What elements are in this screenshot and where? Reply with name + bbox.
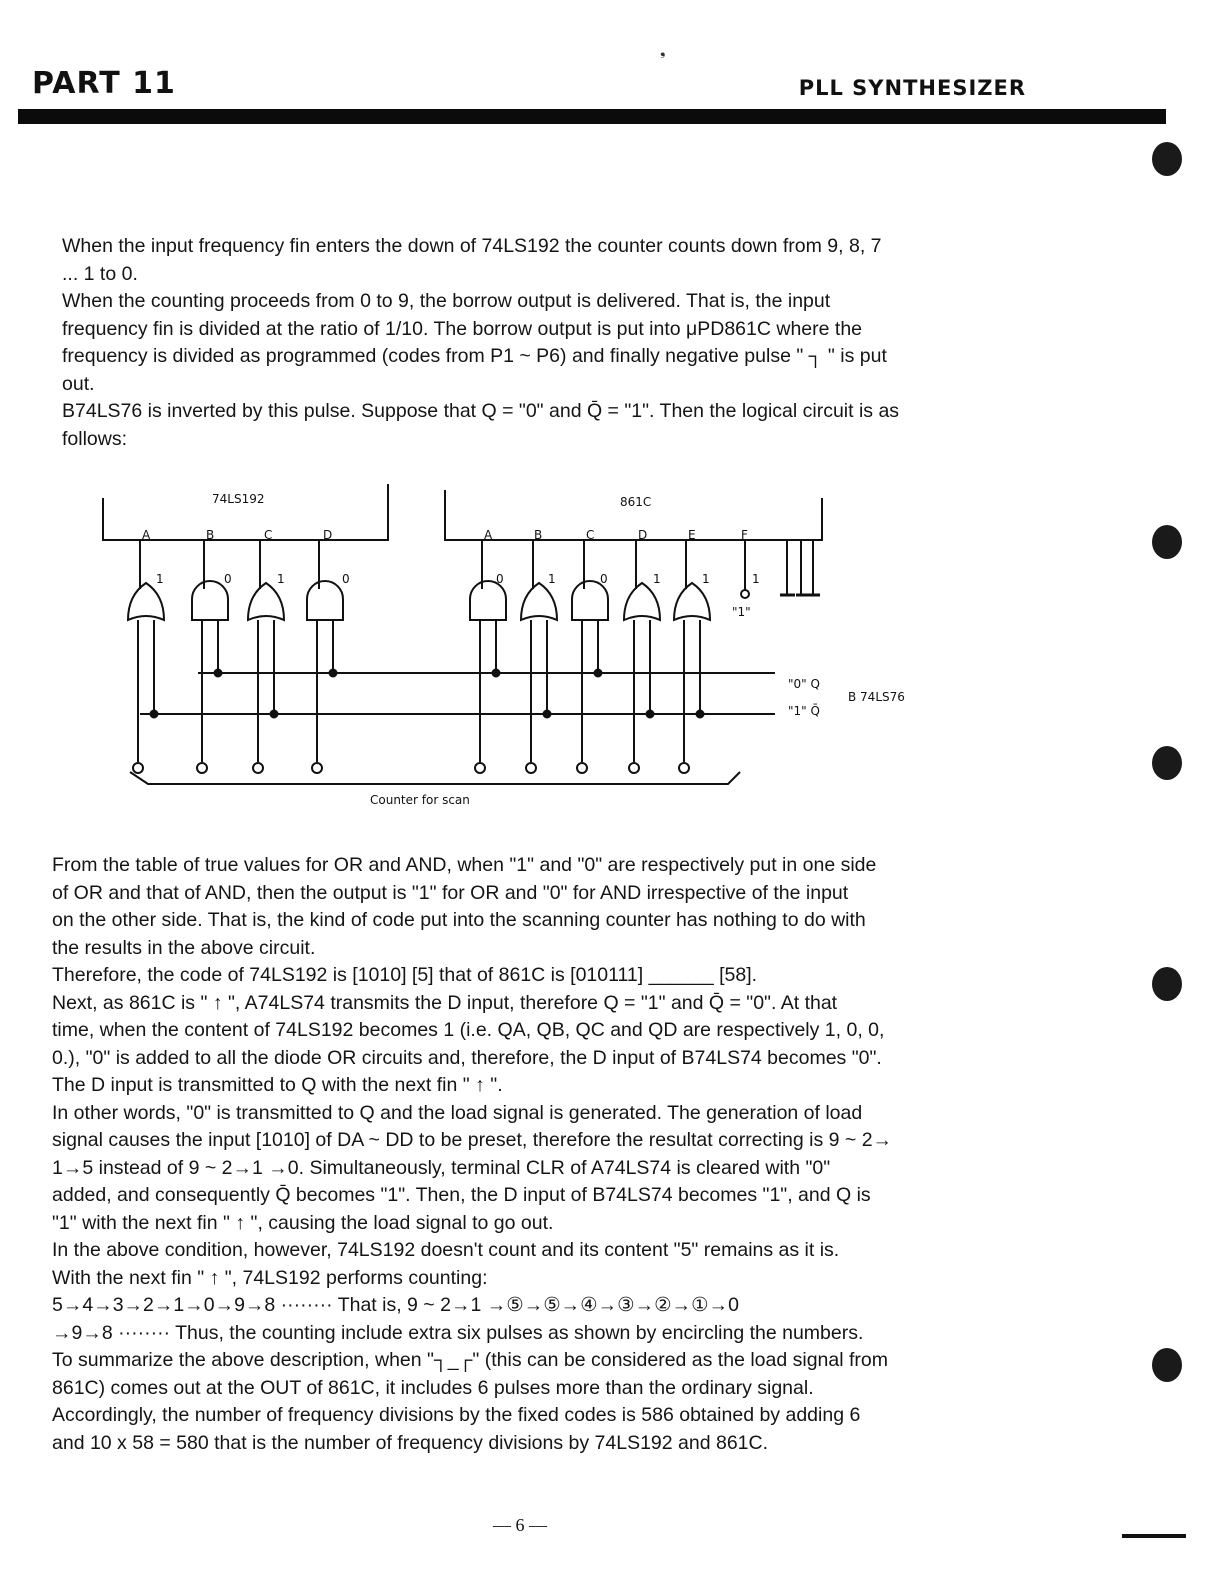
explanation-paragraph <box>52 852 992 1457</box>
scan-counter-bracket <box>130 772 740 784</box>
or-gate <box>128 583 164 620</box>
and-gate <box>307 581 343 620</box>
text-line: →9→8 ········ Thus, the counting include extra six pulses as shown by encircling the numbers. <box>52 1321 864 1344</box>
or-gate <box>624 583 660 620</box>
chip2-pin: D <box>638 528 648 542</box>
junction-dot <box>215 670 222 677</box>
text-line: 1→5 instead of 9 ~ 2→1 →0. Simultaneously, terminal CLR of A74LS74 is cleared with "0" <box>52 1156 831 1179</box>
text-line: 0.), "0" is added to all the diode OR circuits and, therefore, the D input of B74LS74 becomes "0". <box>52 1046 882 1069</box>
chip2-bit: 0 <box>600 572 608 586</box>
text-line: From the table of true values for OR and AND, when "1" and "0" are respectively put in one side <box>52 854 877 876</box>
text-line: When the counting proceeds from 0 to 9, the borrow output is delivered. That is, the input <box>62 290 831 312</box>
page-number: — 6 — <box>493 1515 547 1535</box>
text-line: and 10 x 58 = 580 that is the number of frequency divisions by 74LS192 and 861C. <box>52 1431 769 1454</box>
diagram-caption: Counter for scan <box>370 793 470 807</box>
junction-dot <box>544 711 551 718</box>
part-heading: PART 11 <box>32 66 176 101</box>
text-line: When the input frequency fin enters the down of 74LS192 the counter counts down from 9, 8, 7 <box>62 235 882 257</box>
diode-contact <box>629 763 639 773</box>
qbar-output-label: "1" Q̄ <box>788 704 820 718</box>
chip2-name: 861C <box>620 495 652 509</box>
diode-contact <box>475 763 485 773</box>
junction-dot <box>697 711 704 718</box>
header-rule <box>18 109 1166 124</box>
and-gate <box>572 581 608 620</box>
text-line: 5→4→3→2→1→0→9→8 ········ That is, 9 ~ 2→1 →⑤→⑤→④→③→②→①→0 <box>52 1294 739 1316</box>
text-line: out. <box>62 372 95 395</box>
q-output-label: "0" Q <box>788 677 820 691</box>
chip1-name: 74LS192 <box>212 492 265 506</box>
binder-hole <box>1152 967 1182 1001</box>
diode-contact <box>577 763 587 773</box>
section-title: PLL SYNTHESIZER <box>798 76 1026 100</box>
junction-dot <box>271 711 278 718</box>
pullup-label: "1" <box>732 605 751 619</box>
text-line: added, and consequently Q̄ becomes "1". Then, the D input of B74LS74 becomes "1", and Q is <box>52 1184 871 1206</box>
chip2-bit: 1 <box>752 572 760 586</box>
text-line: frequency fin is divided at the ratio of 1/10. The borrow output is put into μPD861C where the <box>62 317 863 340</box>
speck: ❟ <box>660 42 666 58</box>
text-line: signal causes the input [1010] of DA ~ DD to be preset, therefore the resultat correcting is 9 ~ 2→ <box>52 1129 893 1151</box>
text-line: follows: <box>62 427 128 450</box>
text-line: time, when the content of 74LS192 becomes 1 (i.e. QA, QB, QC and QD are respectively 1, 0, 0, <box>52 1019 885 1041</box>
diode-contact <box>526 763 536 773</box>
chip1-pin: C <box>264 528 273 542</box>
text-line: Next, as 861C is " ↑ ", A74LS74 transmits the D input, therefore Q = "1" and Q̄ = "0". At that <box>52 991 838 1014</box>
diode-contact <box>679 763 689 773</box>
text-line: on the other side. That is, the kind of code put into the scanning counter has nothing to do with <box>52 909 866 931</box>
and-gate <box>192 581 228 620</box>
chip1-bit: 0 <box>342 572 350 586</box>
text-line: ... 1 to 0. <box>62 262 138 285</box>
junction-dot <box>330 670 337 677</box>
chip2-bit: 0 <box>496 572 504 586</box>
chip1-pin: D <box>323 528 333 542</box>
diode-contact <box>312 763 322 773</box>
footer-mark <box>1122 1534 1186 1538</box>
binder-hole <box>1152 142 1182 176</box>
junction-dot <box>493 670 500 677</box>
junction-dot <box>595 670 602 677</box>
or-gate <box>248 583 284 620</box>
text-line: the results in the above circuit. <box>52 936 316 959</box>
junction-dot <box>647 711 654 718</box>
text-line: In other words, "0" is transmitted to Q and the load signal is generated. The generation of load <box>52 1101 863 1124</box>
text-line: frequency is divided as programmed (codes from P1 ~ P6) and finally negative pulse " ┐ " is put <box>62 345 887 367</box>
chip1-pin: A <box>142 528 151 542</box>
text-line: The D input is transmitted to Q with the next fin " ↑ ". <box>52 1074 503 1096</box>
chip1-bit: 0 <box>224 572 232 586</box>
text-line: B74LS76 is inverted by this pulse. Suppose that Q = "0" and Q̄ = "1". Then the logical circuit is as <box>62 400 900 422</box>
chip2-bit: 1 <box>702 572 710 586</box>
chip2-pin: A <box>484 528 493 542</box>
and-gate <box>470 581 506 620</box>
binder-hole <box>1152 1348 1182 1382</box>
text-line: "1" with the next fin " ↑ ", causing the load signal to go out. <box>52 1211 554 1234</box>
intro-paragraph <box>62 233 998 453</box>
chip2-bit: 1 <box>653 572 661 586</box>
chip2-pin: E <box>688 528 696 542</box>
text-line: of OR and that of AND, then the output is "1" for OR and "0" for AND irrespective of the input <box>52 881 849 904</box>
chip2-bit: 1 <box>548 572 556 586</box>
text-line: Therefore, the code of 74LS192 is [1010] [5] that of 861C is [010111] ______ [58]. <box>52 964 758 986</box>
chip1-pin: B <box>206 528 215 542</box>
diode-contact <box>253 763 263 773</box>
flipflop-label: B 74LS76 <box>848 690 905 704</box>
text-line: To summarize the above description, when "┐_┌" (this can be considered as the load signal from <box>52 1349 888 1371</box>
diode-contact <box>133 763 143 773</box>
chip1-bit: 1 <box>156 572 164 586</box>
text-line: With the next fin " ↑ ", 74LS192 performs counting: <box>52 1266 488 1289</box>
junction-dot <box>151 711 158 718</box>
logic-circuit-diagram <box>0 470 1224 820</box>
pullup-contact <box>741 590 749 598</box>
text-line: In the above condition, however, 74LS192 doesn't count and its content "5" remains as it is. <box>52 1239 840 1261</box>
chip2-pin: C <box>586 528 595 542</box>
text-line: Accordingly, the number of frequency divisions by the fixed codes is 586 obtained by adding 6 <box>52 1404 861 1426</box>
or-gate <box>521 583 557 620</box>
chip2-pin: B <box>534 528 543 542</box>
or-gate <box>674 583 710 620</box>
diode-contact <box>197 763 207 773</box>
chip1-bit: 1 <box>277 572 285 586</box>
text-line: 861C) comes out at the OUT of 861C, it includes 6 pulses more than the ordinary signal. <box>52 1376 814 1399</box>
chip2-pin: F <box>741 528 748 542</box>
